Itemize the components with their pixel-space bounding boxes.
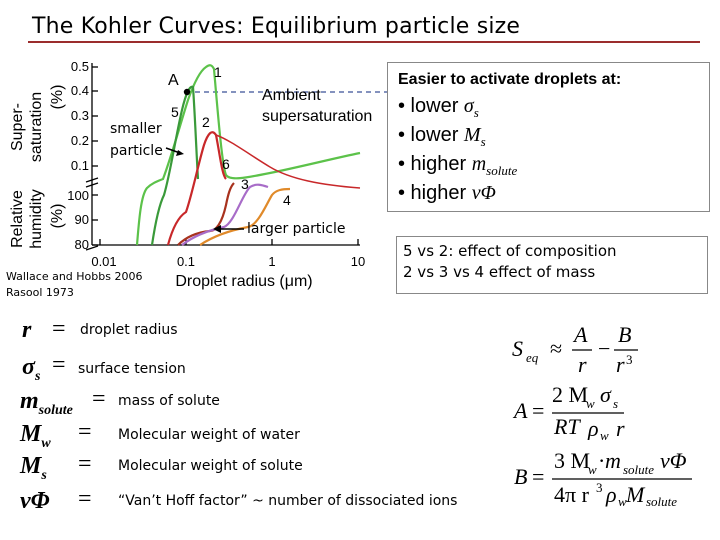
comparison-line-2: 2 vs 3 vs 4 effect of mass	[403, 263, 596, 281]
title-rule	[28, 41, 700, 43]
svg-text:3: 3	[626, 352, 633, 367]
svg-text:r: r	[578, 352, 587, 377]
def-desc-vant-hoff: “Van’t Hoff factor” ~ number of dissociated ions	[118, 493, 458, 509]
ambient-label: Ambient supersaturation	[262, 87, 373, 125]
svg-text:ρ: ρ	[588, 416, 599, 440]
svg-text:ρ: ρ	[606, 482, 617, 507]
def-equals-r: =	[52, 316, 66, 342]
def-equals-ms: =	[78, 451, 92, 477]
svg-text:B: B	[618, 322, 632, 347]
comparison-box	[396, 236, 708, 294]
easier-heading: Easier to activate droplets at:	[398, 71, 622, 88]
def-symbol-r: r	[22, 317, 32, 343]
svg-text:w: w	[600, 428, 609, 440]
formula-b	[512, 448, 712, 510]
y-tick-0.3: 0.3	[70, 108, 89, 123]
svg-text:A: A	[514, 398, 528, 423]
point-a	[184, 89, 190, 95]
svg-text:A: A	[574, 322, 588, 347]
x-tick-10: 10	[350, 254, 366, 269]
svg-text:=: =	[532, 398, 545, 423]
y-axis-upper-label: Super- saturation	[9, 91, 45, 163]
kohler-plot	[0, 55, 390, 300]
x-tick-0.1: 0.1	[176, 254, 196, 269]
svg-text:r: r	[616, 416, 625, 440]
curve-1	[137, 65, 360, 245]
def-symbol-mw: $M_w$	[20, 421, 51, 451]
svg-text:B: B	[514, 464, 528, 489]
curve-label-3: 3	[241, 176, 249, 192]
svg-text:·: ·	[598, 448, 606, 473]
y-tick-0.5: 0.5	[70, 59, 89, 74]
y-tick-90: 90	[74, 212, 89, 227]
svg-text:−: −	[598, 336, 611, 361]
y-axis-lower-label: Relative humidity	[9, 189, 45, 249]
svg-text:eq: eq	[526, 350, 539, 365]
comparison-line-1: 5 vs 2: effect of composition	[403, 242, 617, 260]
svg-text:r: r	[616, 352, 625, 377]
svg-text:m: m	[605, 448, 621, 473]
y-tick-0.1: 0.1	[70, 158, 89, 173]
point-a-label: A	[168, 72, 179, 89]
svg-text:4π r: 4π r	[554, 482, 589, 507]
x-tick-0.01: 0.01	[91, 254, 117, 269]
formula-a	[512, 382, 642, 440]
svg-text:σ: σ	[600, 382, 611, 407]
def-desc-solute-weight: Molecular weight of solute	[118, 458, 303, 474]
svg-text:3: 3	[596, 480, 603, 495]
svg-text:w: w	[586, 396, 595, 411]
svg-text:w: w	[618, 494, 627, 509]
reference-wallace-hobbs: Wallace and Hobbs 2006	[6, 270, 143, 283]
y-axis-upper-unit: (%)	[49, 84, 66, 110]
svg-text:≈: ≈	[550, 336, 563, 361]
def-equals-mw: =	[78, 419, 92, 445]
def-desc-solute-mass: mass of solute	[118, 393, 220, 409]
def-symbol-vphi: νΦ	[20, 488, 50, 514]
curve-6	[178, 183, 234, 245]
smaller-particle-label: smaller particle	[110, 121, 163, 159]
formula-seq	[510, 322, 650, 378]
y-tick-80: 80	[74, 237, 89, 252]
curve-label-4: 4	[283, 192, 291, 208]
curve-envelope	[216, 135, 360, 188]
curve-label-1: 1	[214, 64, 222, 80]
slide-title: The Kohler Curves: Equilibrium particle size	[32, 14, 521, 39]
y-axis-lower-unit: (%)	[49, 203, 66, 229]
curve-label-5: 5	[171, 104, 179, 120]
def-equals-msolute: =	[92, 386, 106, 412]
svg-text:solute: solute	[623, 462, 655, 477]
easier-item-solute-weight: • lower $M_s$	[398, 124, 486, 149]
x-tick-1: 1	[268, 254, 276, 269]
svg-text:solute: solute	[646, 494, 678, 509]
def-desc-water-weight: Molecular weight of water	[118, 427, 300, 443]
easier-item-surface-tension: • lower $\sigma_s$	[398, 95, 479, 120]
easier-to-activate-box	[387, 62, 710, 212]
svg-text:3 M: 3 M	[554, 448, 591, 473]
y-tick-0.4: 0.4	[70, 83, 89, 98]
y-tick-100: 100	[67, 188, 89, 203]
def-equals-sigma: =	[52, 352, 66, 378]
y-tick-0.2: 0.2	[70, 133, 89, 148]
svg-text:w: w	[588, 462, 597, 477]
larger-particle-label: larger particle	[247, 221, 346, 237]
def-equals-vphi: =	[78, 486, 92, 512]
svg-text:s: s	[613, 396, 619, 411]
def-desc-surface-tension: surface tension	[78, 361, 186, 377]
def-symbol-ms: $M_s$	[20, 453, 47, 483]
svg-text:M: M	[626, 482, 645, 507]
def-desc-radius: droplet radius	[80, 322, 178, 338]
easier-item-solute-mass: • higher $m_{solute}$	[398, 153, 518, 178]
def-symbol-sigma: $\sigma_s$	[22, 354, 41, 384]
svg-text:S: S	[512, 336, 523, 361]
curve-label-6: 6	[222, 156, 230, 172]
easier-item-vant-hoff: • higher νΦ	[398, 182, 496, 204]
svg-text:=: =	[532, 464, 545, 489]
x-axis-label: Droplet radius (μm)	[175, 273, 313, 290]
svg-text:νΦ: νΦ	[660, 448, 687, 473]
svg-text:2 M: 2 M	[552, 382, 589, 407]
svg-text:RT: RT	[554, 414, 580, 439]
curve-label-2: 2	[202, 114, 210, 130]
def-symbol-msolute: $m_{solute}$	[20, 388, 73, 418]
reference-rasool: Rasool 1973	[6, 286, 74, 299]
